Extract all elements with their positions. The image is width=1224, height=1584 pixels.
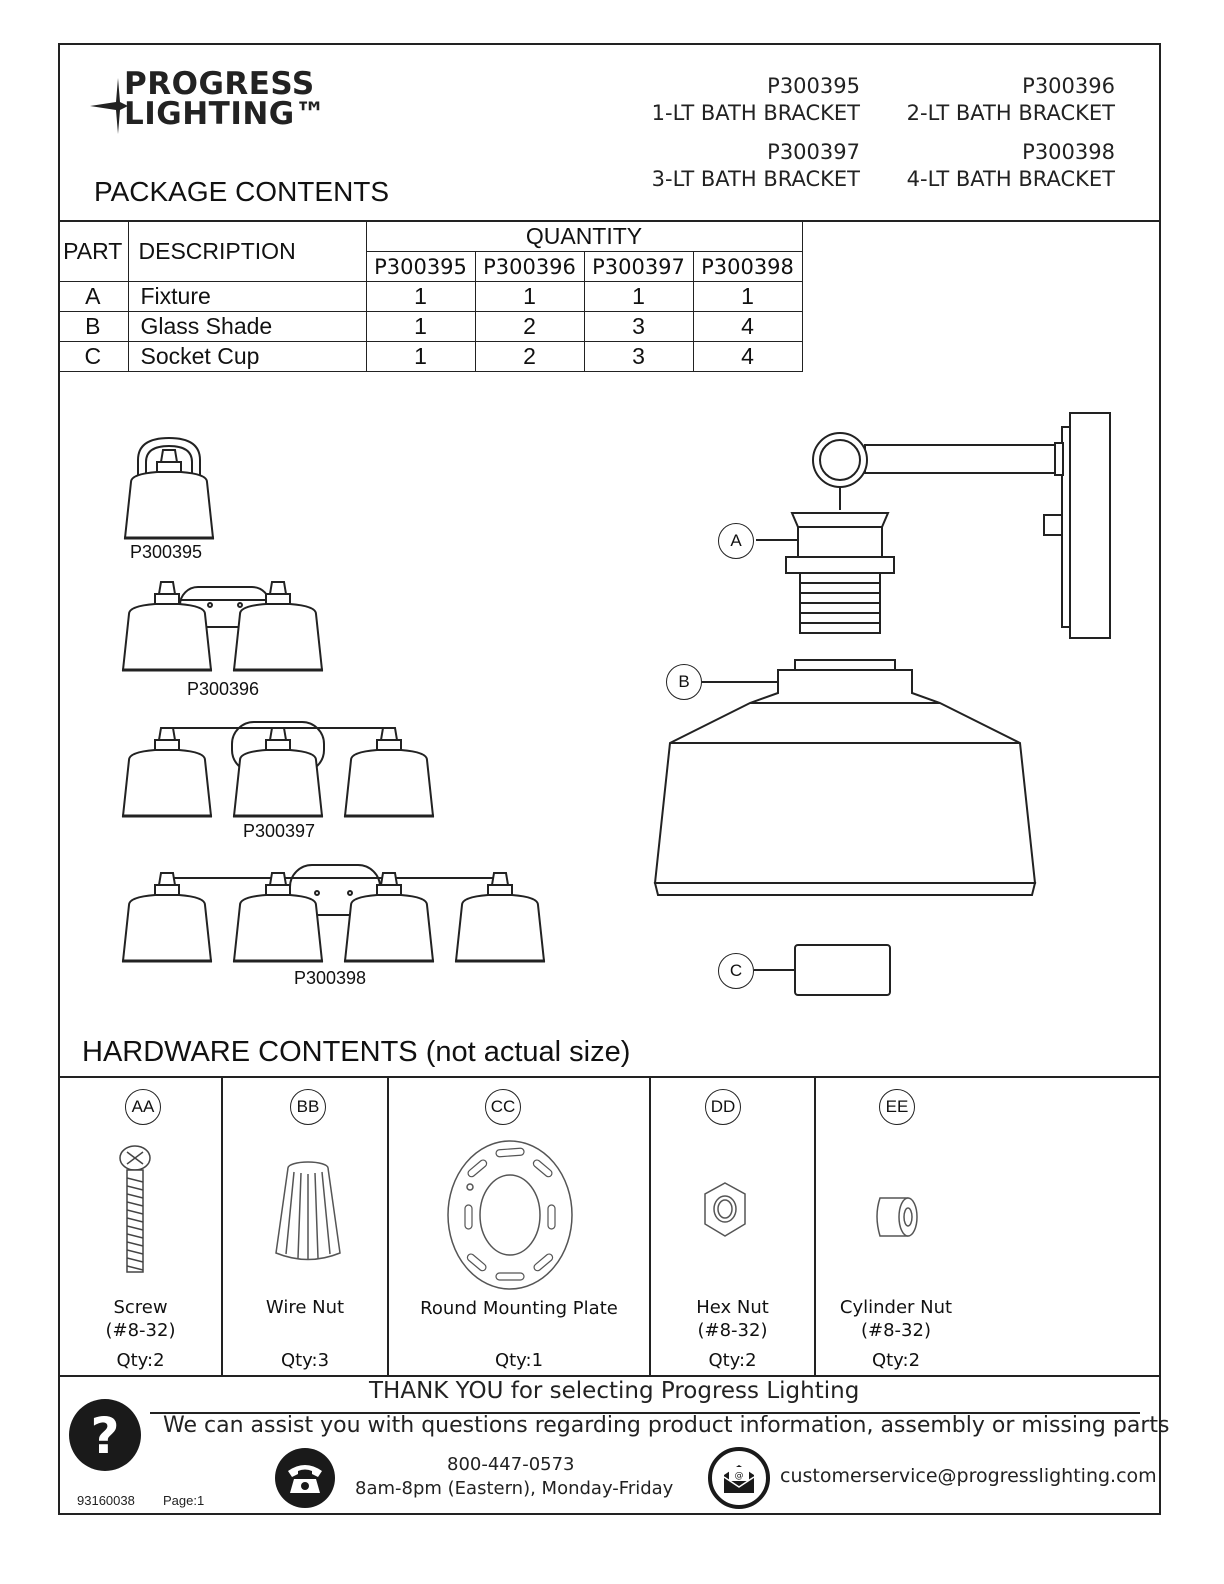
thank-you-text: THANK YOU for selecting Progress Lighting [369, 1378, 860, 1404]
divider [221, 1076, 223, 1376]
hardware-code-aa: AA [125, 1089, 161, 1125]
phone-icon [274, 1447, 336, 1509]
table-row [58, 282, 802, 312]
question-icon [68, 1398, 142, 1472]
qty-cell: 4 [693, 342, 802, 372]
part-letter: C [58, 342, 128, 372]
qty-cell: 3 [584, 342, 693, 372]
model-name: 4-LT BATH BRACKET [906, 167, 1115, 191]
model-name: 3-LT BATH BRACKET [651, 167, 860, 191]
fixture-label-2: P300396 [187, 679, 260, 699]
sku-header: P300398 [693, 252, 802, 282]
qty-cell: 3 [584, 312, 693, 342]
hardware-code-dd: DD [705, 1089, 741, 1125]
logo-line2: LIGHTING™ [124, 96, 327, 132]
hardware-name: Wire Nut [265, 1297, 345, 1318]
col-part-header: PART [58, 222, 128, 282]
fixture-label-3: P300397 [243, 821, 316, 841]
model-header-2 [855, 73, 1115, 127]
screw-icon [115, 1140, 165, 1280]
part-letter: A [58, 282, 128, 312]
email-icon [708, 1447, 770, 1509]
qty-cell: 1 [475, 282, 584, 312]
email-address[interactable]: customerservice@progresslighting.com [780, 1465, 1157, 1487]
hardware-qty: Qty:2 [116, 1350, 165, 1371]
callout-c: C [718, 953, 754, 989]
cylinder-nut-icon [872, 1192, 922, 1242]
parts-table [58, 221, 803, 372]
col-quantity-header: QUANTITY [366, 222, 802, 252]
model-header-1 [600, 73, 860, 127]
model-sku: P300395 [767, 74, 860, 98]
hardware-code-cc: CC [485, 1089, 521, 1125]
model-name: 2-LT BATH BRACKET [906, 101, 1115, 125]
hardware-spec: (#8-32) [861, 1320, 931, 1341]
fixture-label-1: P300395 [130, 542, 203, 562]
sku-header: P300396 [475, 252, 584, 282]
callout-b: B [666, 664, 702, 700]
page-number: Page:1 [163, 1493, 205, 1508]
model-sku: P300398 [1022, 140, 1115, 164]
hex-nut-icon [700, 1180, 750, 1240]
exploded-view-drawing [640, 405, 1120, 1005]
part-description: Glass Shade [128, 312, 366, 342]
mounting-plate-icon [440, 1135, 580, 1295]
fixture-4-light [122, 865, 545, 961]
fixture-1-light [124, 438, 214, 538]
hardware-qty: Qty:1 [494, 1350, 544, 1371]
svg-text:?: ? [90, 1407, 120, 1465]
package-contents-title: PACKAGE CONTENTS [94, 176, 390, 207]
fixture-2-light [122, 582, 323, 670]
qty-cell: 1 [366, 312, 475, 342]
callout-a: A [718, 523, 754, 559]
sku-header: P300395 [366, 252, 475, 282]
hardware-name: Cylinder Nut [839, 1297, 953, 1318]
table-row [58, 312, 802, 342]
hardware-name: Screw [113, 1297, 168, 1318]
qty-cell: 1 [366, 282, 475, 312]
model-sku: P300397 [767, 140, 860, 164]
model-sku: P300396 [1022, 74, 1115, 98]
hardware-spec: (#8-32) [105, 1320, 176, 1341]
hardware-qty: Qty:2 [708, 1350, 757, 1371]
hardware-code-ee: EE [879, 1089, 915, 1125]
wire-nut-icon [268, 1158, 348, 1268]
table-row [58, 342, 802, 372]
hardware-name: Round Mounting Plate [420, 1298, 618, 1319]
logo-line1: PROGRESS [124, 66, 315, 102]
model-header-3 [600, 139, 860, 193]
phone-number[interactable]: 800-447-0573 [447, 1454, 575, 1475]
model-header-4 [855, 139, 1115, 193]
hardware-name: Hex Nut [696, 1297, 769, 1318]
star-icon [88, 76, 128, 136]
divider [58, 1375, 1161, 1377]
service-hours: 8am-8pm (Eastern), Monday-Friday [355, 1478, 674, 1499]
qty-cell: 2 [475, 312, 584, 342]
qty-cell: 4 [693, 312, 802, 342]
divider [58, 1076, 1161, 1078]
hardware-qty: Qty:2 [871, 1350, 921, 1371]
assist-text: We can assist you with questions regarding product information, assembly or missing parts [163, 1413, 1170, 1438]
sku-header: P300397 [584, 252, 693, 282]
part-description: Fixture [128, 282, 366, 312]
part-description: Socket Cup [128, 342, 366, 372]
col-description-header: DESCRIPTION [128, 222, 366, 282]
part-letter: B [58, 312, 128, 342]
qty-cell: 1 [584, 282, 693, 312]
hardware-code-bb: BB [290, 1089, 326, 1125]
qty-cell: 1 [693, 282, 802, 312]
fixture-3-light [122, 722, 434, 816]
hardware-contents-title: HARDWARE CONTENTS (not actual size) [82, 1036, 631, 1068]
qty-cell: 2 [475, 342, 584, 372]
hardware-spec: (#8-32) [697, 1320, 768, 1341]
model-name: 1-LT BATH BRACKET [651, 101, 860, 125]
svg-text:@: @ [734, 1471, 744, 1481]
doc-number: 93160038 [77, 1493, 135, 1508]
hardware-qty: Qty:3 [280, 1350, 330, 1371]
qty-cell: 1 [366, 342, 475, 372]
fixture-illustrations [110, 420, 570, 980]
divider [387, 1076, 389, 1376]
fixture-label-4: P300398 [294, 968, 367, 988]
